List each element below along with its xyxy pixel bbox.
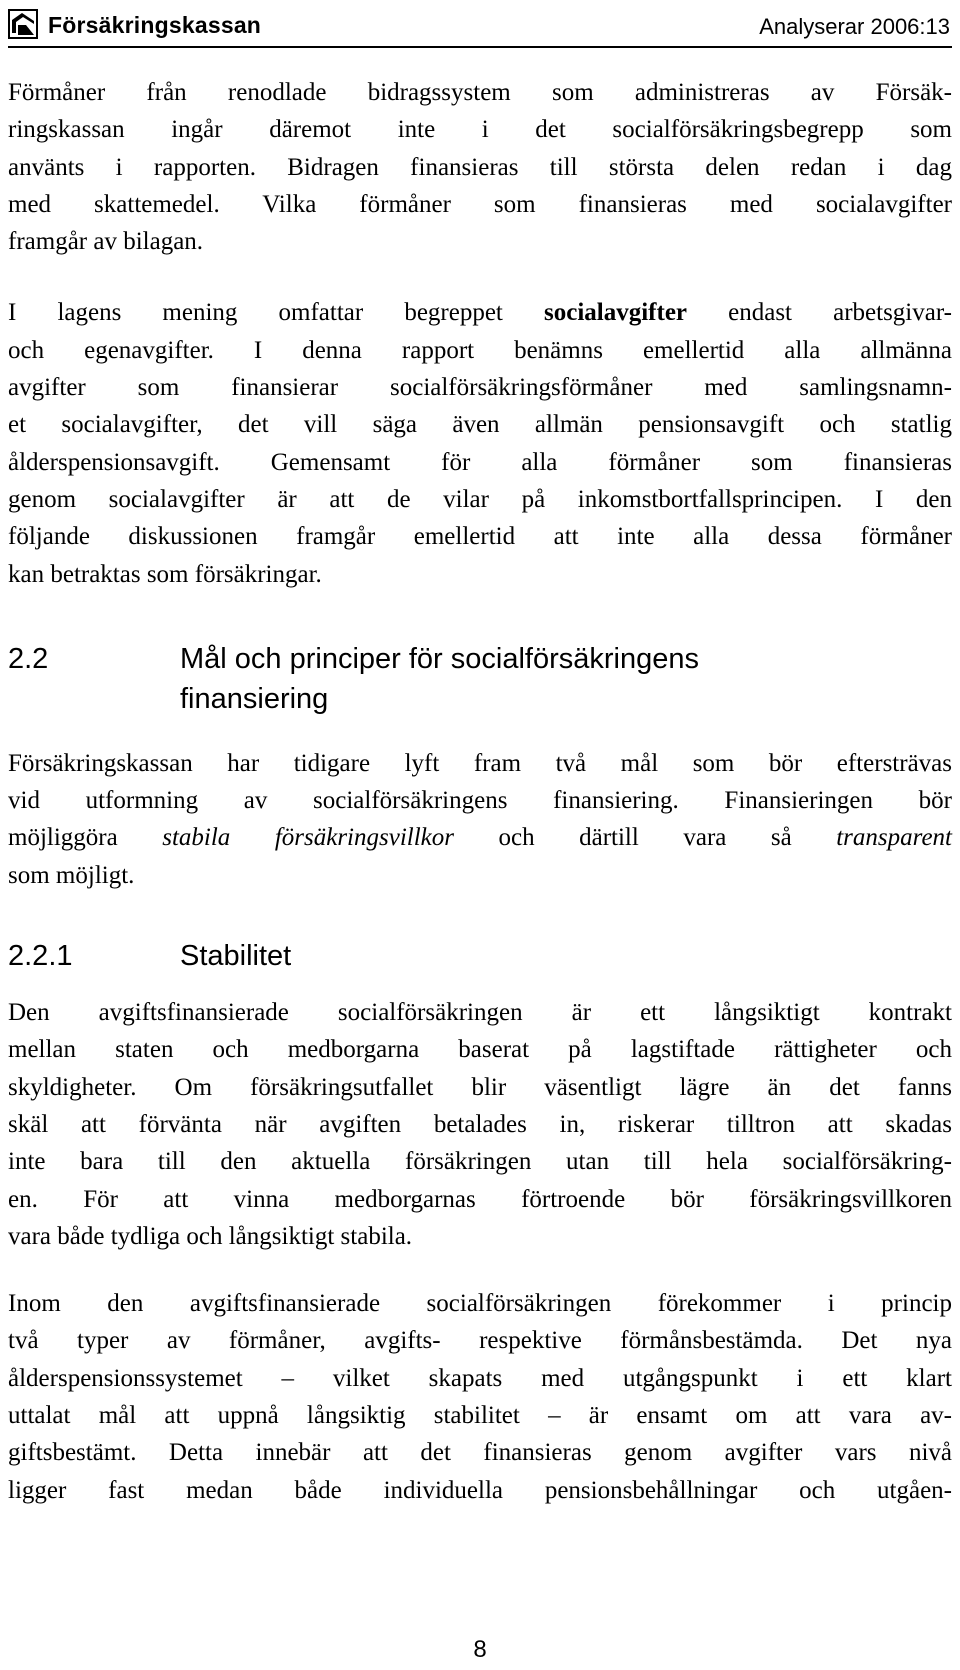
text-line: en. För att vinna medborgarnas förtroende bör försäkringsvillkoren (8, 1185, 952, 1213)
text-line: skyldigheter. Om försäkringsutfallet blir väsentligt lägre än det fanns (8, 1073, 952, 1101)
italic-term: transparent (836, 824, 952, 852)
text-run: och därtill vara så (453, 824, 837, 852)
text-line: vid utformning av socialförsäkringens finansiering. Finansieringen bör (8, 787, 952, 815)
text-line: ålderspensionssystemet – vilket skapats med utgångspunkt i ett klart (8, 1364, 952, 1392)
text-line: två typer av förmåner, avgifts- respektive förmånsbestämda. Det nya (8, 1327, 952, 1355)
section-title-line: finansiering (180, 682, 329, 715)
text-run: möjliggöra (8, 824, 163, 852)
text-run: endast arbetsgivar- (687, 299, 952, 327)
text-line: inte bara till den aktuella försäkringen utan till hela socialförsäkring- (8, 1148, 952, 1176)
text-line: mellan staten och medborgarna baserat på lagstiftade rättigheter och (8, 1036, 952, 1064)
bold-term: socialavgifter (544, 299, 688, 327)
text-line: som möjligt. (8, 861, 135, 889)
section-number: 2.2.1 (8, 940, 73, 973)
text-line: giftsbestämt. Detta innebär att det finansieras genom avgifter vars nivå (8, 1439, 952, 1467)
paragraph-5 (8, 1285, 952, 1509)
text-line: Förmåner från renodlade bidragssystem som administreras av Försäk- (8, 79, 952, 106)
italic-term: stabila försäkringsvillkor (162, 824, 454, 852)
text-line: ringskassan ingår däremot inte i det socialförsäkringsbegrepp som (8, 116, 952, 144)
text-line (8, 819, 952, 856)
forsakringskassan-logo-icon (8, 9, 38, 39)
text-line: Inom den avgiftsfinansierade socialförsäkringen förekommer i princip (8, 1290, 952, 1318)
text-line: ålderspensionsavgift. Gemensamt för alla förmåner som finansieras (8, 448, 952, 476)
text-line: vara både tydliga och långsiktigt stabila. (8, 1222, 413, 1250)
text-line: och egenavgifter. I denna rapport benämns emellertid alla allmänna (8, 336, 952, 364)
text-line: avgifter som finansierar socialförsäkringsförmåner med samlingsnamn- (8, 374, 952, 402)
section-title-line: Mål och principer för socialförsäkringens (180, 642, 699, 675)
text-line: uttalat mål att uppnå långsiktig stabilitet – är ensamt om att vara av- (8, 1402, 952, 1430)
text-line: med skattemedel. Vilka förmåner som finansieras med socialavgifter (8, 190, 952, 218)
text-line (8, 294, 952, 331)
text-line: framgår av bilagan. (8, 228, 204, 256)
section-number: 2.2 (8, 642, 49, 675)
text-line: följande diskussionen framgår emellertid att inte alla dessa förmåner (8, 523, 952, 551)
text-line: skäl att förvänta när avgiften betalades in, riskerar tilltron att skadas (8, 1110, 952, 1138)
page-header (8, 6, 952, 48)
document-body (8, 74, 952, 1509)
section-heading-2-2 (8, 639, 952, 719)
text-line: ligger fast medan både individuella pensionsbehållningar och utgåen- (8, 1476, 952, 1504)
brand-name: Försäkringskassan (48, 12, 262, 38)
section-title: Stabilitet (180, 940, 292, 973)
text-line: genom socialavgifter är att de vilar på inkomstbortfallsprincipen. I den (8, 485, 952, 513)
section-heading-2-2-1 (8, 936, 952, 976)
paragraph-1 (8, 74, 952, 260)
paragraph-4 (8, 994, 952, 1255)
page-number: 8 (473, 1636, 487, 1663)
text-line: et socialavgifter, det vill säga även allmän pensionsavgift och statlig (8, 411, 952, 439)
text-line: använts i rapporten. Bidragen finansieras till största delen redan i dag (8, 153, 952, 181)
text-line: Den avgiftsfinansierade socialförsäkringen är ett långsiktigt kontrakt (8, 999, 952, 1027)
text-run: I lagens mening omfattar begreppet (8, 299, 544, 327)
text-line: kan betraktas som försäkringar. (8, 560, 322, 588)
text-line: Försäkringskassan har tidigare lyft fram två mål som bör eftersträvas (8, 749, 952, 777)
paragraph-2 (8, 294, 952, 592)
paragraph-3 (8, 745, 952, 894)
issue-label: Analyserar 2006:13 (759, 14, 950, 39)
